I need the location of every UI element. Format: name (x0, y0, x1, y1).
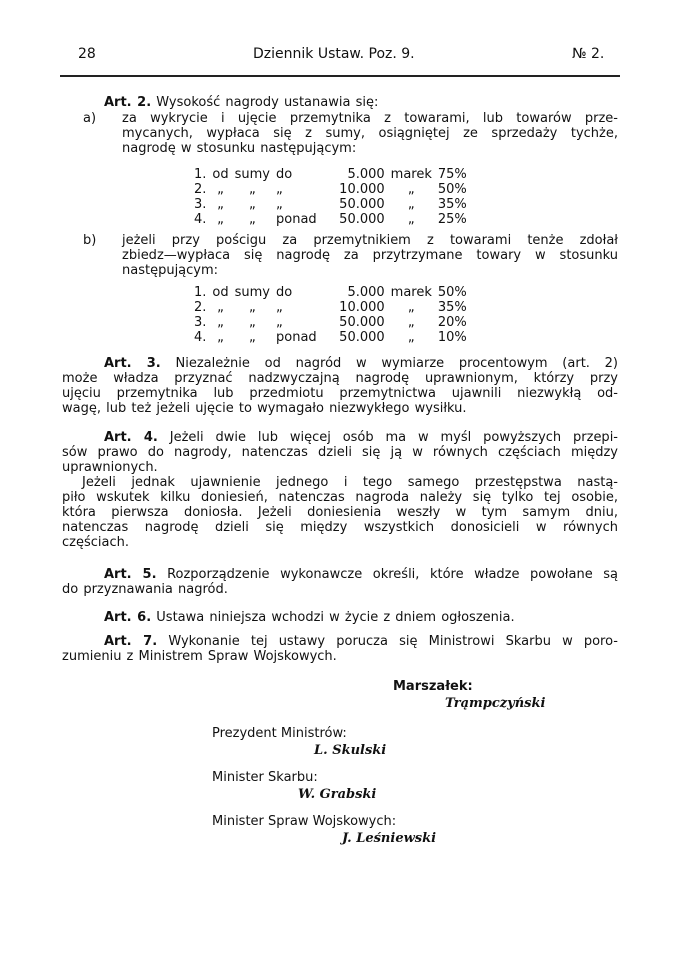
art-4 (62, 430, 618, 550)
text-line: Jeżeli jednak ujawnienie jednego i tego samego przestępstwa nastą- (82, 475, 618, 490)
rate-row (194, 197, 473, 212)
issue-number: № 2. (572, 46, 605, 62)
signature-role: Prezydent Ministrów: (212, 726, 347, 741)
text-line: natenczas nagrodę dzieli się między wszystkich donosicieli w równych (62, 520, 618, 535)
unit: „ (407, 212, 415, 227)
text-line: zumieniu z Ministrem Spraw Wojskowych. (62, 649, 337, 664)
from-label: „ (217, 330, 224, 345)
signature-military (212, 813, 436, 847)
amount: 50.000 (339, 197, 385, 212)
rate-table-a (194, 167, 473, 227)
rate-row (194, 285, 473, 300)
sum-label: sumy (234, 167, 270, 182)
text-line: ujęciu przemytnika lub przedmiotu przemytnictwa ujawnili niezwykłą od- (62, 386, 618, 401)
from-label: „ (217, 197, 224, 212)
from-label: „ (217, 212, 224, 227)
article-label: Art. 4. (104, 430, 158, 445)
art-3 (62, 356, 618, 416)
signature-role: Marszałek: (393, 679, 473, 694)
percent: 50% (437, 285, 467, 300)
art-7 (62, 634, 618, 664)
text-line: częściach. (62, 535, 129, 550)
text-line: wagę, lub też jeżeli ujęcie to wymagało niezwykłego wysiłku. (62, 401, 467, 416)
rate-row (194, 315, 473, 330)
bound-label: ponad (276, 212, 317, 227)
bound-label: „ (276, 197, 283, 212)
text-line: następującym: (122, 263, 219, 278)
row-number: 2. (194, 300, 207, 315)
amount: 10.000 (339, 300, 385, 315)
row-number: 4. (194, 330, 207, 345)
from-label: od (212, 167, 229, 182)
sum-label: „ (248, 315, 256, 330)
text-line: nagrodę w stosunku następującym: (122, 141, 357, 156)
amount: 50.000 (339, 330, 385, 345)
amount: 50.000 (339, 315, 385, 330)
percent: 35% (437, 197, 467, 212)
row-number: 4. (194, 212, 207, 227)
unit: „ (407, 197, 415, 212)
page-number: 28 (78, 46, 96, 62)
sum-label: „ (248, 212, 256, 227)
art-6 (62, 610, 618, 625)
header-rule (60, 75, 620, 77)
percent: 20% (437, 315, 467, 330)
art-2-a (62, 111, 618, 156)
text-line: uprawnionych. (62, 460, 158, 475)
text-line: Niezależnie od nagród w wymiarze procentowym (art. 2) (175, 356, 619, 371)
item-label: a) (83, 111, 97, 126)
article-text: Wysokość nagrody ustanawia się: (156, 95, 379, 110)
text-line: mycanych, wypłaca się z sumy, osiągniętej ze sprzedaży tychże, (122, 126, 618, 141)
signature-prime-minister (212, 725, 386, 759)
article-label: Art. 7. (104, 634, 158, 649)
unit: „ (407, 315, 415, 330)
article-label: Art. 3. (104, 356, 161, 371)
bound-label: do (276, 285, 293, 300)
rate-row (194, 182, 473, 197)
text-line: Ustawa niniejsza wchodzi w życie z dniem ogłoszenia. (156, 610, 515, 625)
bound-label: „ (276, 300, 283, 315)
unit: „ (407, 300, 415, 315)
amount: 5.000 (347, 167, 385, 182)
item-label: b) (83, 233, 97, 248)
rate-table-b (194, 285, 473, 345)
article-label: Art. 5. (104, 567, 157, 582)
text-line: która pierwsza doniosła. Jeżeli doniesienia weszły w tym samym dniu, (62, 505, 618, 520)
text-line: do przyznawania nagród. (62, 582, 228, 597)
rate-row (194, 167, 473, 182)
sum-label: „ (248, 182, 256, 197)
row-number: 1. (194, 167, 207, 182)
amount: 50.000 (339, 212, 385, 227)
from-label: „ (217, 182, 224, 197)
sum-label: „ (248, 197, 256, 212)
amount: 10.000 (339, 182, 385, 197)
sum-label: „ (248, 330, 256, 345)
amount: 5.000 (347, 285, 385, 300)
text-line: jeżeli przy pościgu za przemytnikiem z towarami tenże zdołał (122, 233, 618, 248)
row-number: 1. (194, 285, 207, 300)
from-label: „ (217, 315, 224, 330)
signature-name: W. Grabski (298, 787, 377, 802)
sum-label: „ (248, 300, 256, 315)
text-line: Wykonanie tej ustawy porucza się Ministrowi Skarbu w poro- (168, 634, 618, 649)
unit: „ (407, 182, 415, 197)
text-line: Jeżeli dwie lub więcej osób ma w myśl powyższych przepi- (169, 430, 618, 445)
percent: 35% (437, 300, 467, 315)
signature-role: Minister Skarbu: (212, 770, 318, 785)
bound-label: „ (276, 315, 283, 330)
row-number: 3. (194, 197, 207, 212)
article-label: Art. 6. (104, 610, 152, 625)
text-line: piło wskutek kilku doniesień, natenczas nagroda należy się tylko tej osobie, (62, 490, 618, 505)
percent: 10% (437, 330, 467, 345)
art-5 (62, 567, 618, 597)
sum-label: sumy (234, 285, 270, 300)
bound-label: „ (276, 182, 283, 197)
unit: marek (390, 285, 432, 300)
from-label: „ (217, 300, 224, 315)
art-2-b (62, 233, 618, 278)
bound-label: do (276, 167, 293, 182)
row-number: 2. (194, 182, 207, 197)
text-line: zbiedz—wypłaca się nagrodę za przytrzymane towary w stosunku (122, 248, 618, 263)
rate-row (194, 300, 473, 315)
bound-label: ponad (276, 330, 317, 345)
article-label: Art. 2. (104, 95, 152, 110)
unit: marek (390, 167, 432, 182)
text-line: może władza przyznać nadzwyczajną nagrodę uprawnionym, którzy przy (62, 371, 618, 386)
journal-title: Dziennik Ustaw. Poz. 9. (253, 46, 415, 62)
signature-name: Trąmpczyński (445, 696, 546, 711)
signature-role: Minister Spraw Wojskowych: (212, 814, 397, 829)
text-line: sów prawo do nagrody, natenczas dzieli się ją w równych częściach między (62, 445, 618, 460)
unit: „ (407, 330, 415, 345)
text-line: Rozporządzenie wykonawcze określi, które władze powołane są (167, 567, 618, 582)
rate-row (194, 330, 473, 345)
percent: 75% (437, 167, 467, 182)
percent: 25% (437, 212, 467, 227)
text-line: za wykrycie i ujęcie przemytnika z towarami, lub towarów prze- (122, 111, 618, 126)
art-2 (62, 95, 618, 110)
from-label: od (212, 285, 229, 300)
signature-marszalek (393, 678, 545, 712)
signature-treasury (212, 769, 376, 803)
percent: 50% (437, 182, 467, 197)
row-number: 3. (194, 315, 207, 330)
signature-name: L. Skulski (314, 743, 387, 758)
rate-row (194, 212, 473, 227)
signature-name: J. Leśniewski (342, 831, 437, 846)
